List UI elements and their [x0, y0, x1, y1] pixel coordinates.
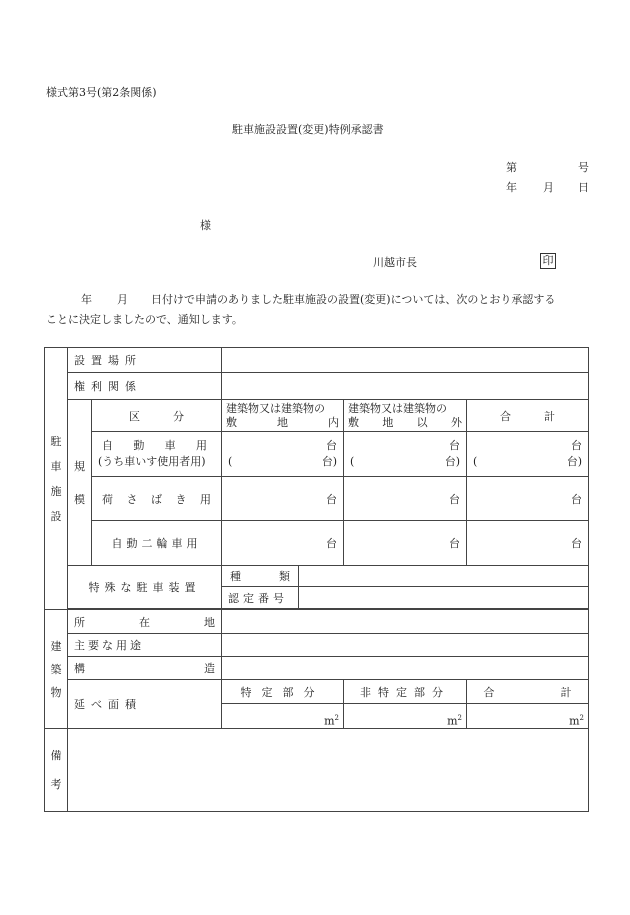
date-month: 月	[543, 181, 554, 194]
bike-inside-cell[interactable]: 台	[222, 521, 344, 566]
document-title: 駐車施設設置(変更)特例承認書	[232, 123, 384, 136]
cert-number-label: 認定番号	[222, 587, 299, 609]
non-specific-part-header: 非特定部分	[344, 680, 467, 704]
address-value[interactable]	[222, 610, 589, 634]
form-number: 様式第3号(第2条関係)	[46, 86, 157, 99]
type-value[interactable]	[299, 566, 589, 587]
col-total-header: 合 計	[467, 400, 589, 432]
cargo-outside-cell[interactable]: 台	[344, 477, 467, 521]
remarks-value[interactable]	[68, 729, 589, 812]
location-label: 設置場所	[68, 348, 222, 373]
issuer-name: 川越市長	[373, 256, 417, 269]
body-month: 月	[117, 293, 128, 306]
floor-area-label: 延べ面積	[68, 680, 222, 729]
main-use-label: 主要な用途	[68, 634, 222, 657]
scale-section-header: 規 模	[68, 400, 92, 566]
building-section-header: 建 築 物	[45, 610, 68, 729]
col-outside-header: 建築物又は建築物の 敷 地 以 外	[344, 400, 467, 432]
structure-value[interactable]	[222, 657, 589, 680]
bike-total-cell[interactable]: 台	[467, 521, 589, 566]
rights-value[interactable]	[222, 373, 589, 400]
seal-mark	[540, 253, 556, 269]
cargo-inside-cell[interactable]: 台	[222, 477, 344, 521]
col-inside-header: 建築物又は建築物の 敷 地 内	[222, 400, 344, 432]
number-suffix: 号	[578, 161, 589, 174]
seal-label: 印	[540, 253, 556, 269]
special-device-label: 特殊な駐車装置	[68, 566, 222, 609]
addressee-suffix: 様	[200, 219, 211, 232]
total-area-cell[interactable]: $m^2$	[467, 704, 589, 729]
rights-label: 権利関係	[68, 373, 222, 400]
specific-area-cell[interactable]: $m^2$	[222, 704, 344, 729]
auto-outside-cell[interactable]: 台 ( 台)	[344, 432, 467, 477]
bike-outside-cell[interactable]: 台	[344, 521, 467, 566]
row-motorcycle-label: 自動二輪車用	[92, 521, 222, 566]
date-day: 日	[578, 181, 589, 194]
non-specific-area-cell[interactable]: $m^2$	[344, 704, 467, 729]
row-automobile-label: 自 動 車 用 (うち車いす使用者用)	[92, 432, 222, 477]
date-year: 年	[506, 181, 517, 194]
body-line2: ことに決定しましたので、通知します。	[46, 313, 243, 326]
approval-form-table	[44, 347, 589, 812]
number-prefix: 第	[506, 161, 517, 174]
type-label: 種 類	[222, 566, 299, 587]
location-value[interactable]	[222, 348, 589, 373]
cert-number-value[interactable]	[299, 587, 589, 609]
parking-section-header: 駐 車 施 設	[45, 348, 68, 610]
address-label: 所 在 地	[68, 610, 222, 634]
body-line1: 日付けで申請のありました駐車施設の設置(変更)については、次のとおり承認する	[151, 293, 556, 306]
area-total-header: 合 計	[467, 680, 589, 704]
body-year: 年	[81, 293, 92, 306]
auto-total-cell[interactable]: 台 ( 台)	[467, 432, 589, 477]
row-cargo-label: 荷 さ ば き 用	[92, 477, 222, 521]
category-header: 区 分	[92, 400, 222, 432]
auto-inside-cell[interactable]: 台 ( 台)	[222, 432, 344, 477]
structure-label: 構 造	[68, 657, 222, 680]
remarks-header: 備 考	[45, 729, 68, 812]
cargo-total-cell[interactable]: 台	[467, 477, 589, 521]
main-use-value[interactable]	[222, 634, 589, 657]
specific-part-header: 特定部分	[222, 680, 344, 704]
